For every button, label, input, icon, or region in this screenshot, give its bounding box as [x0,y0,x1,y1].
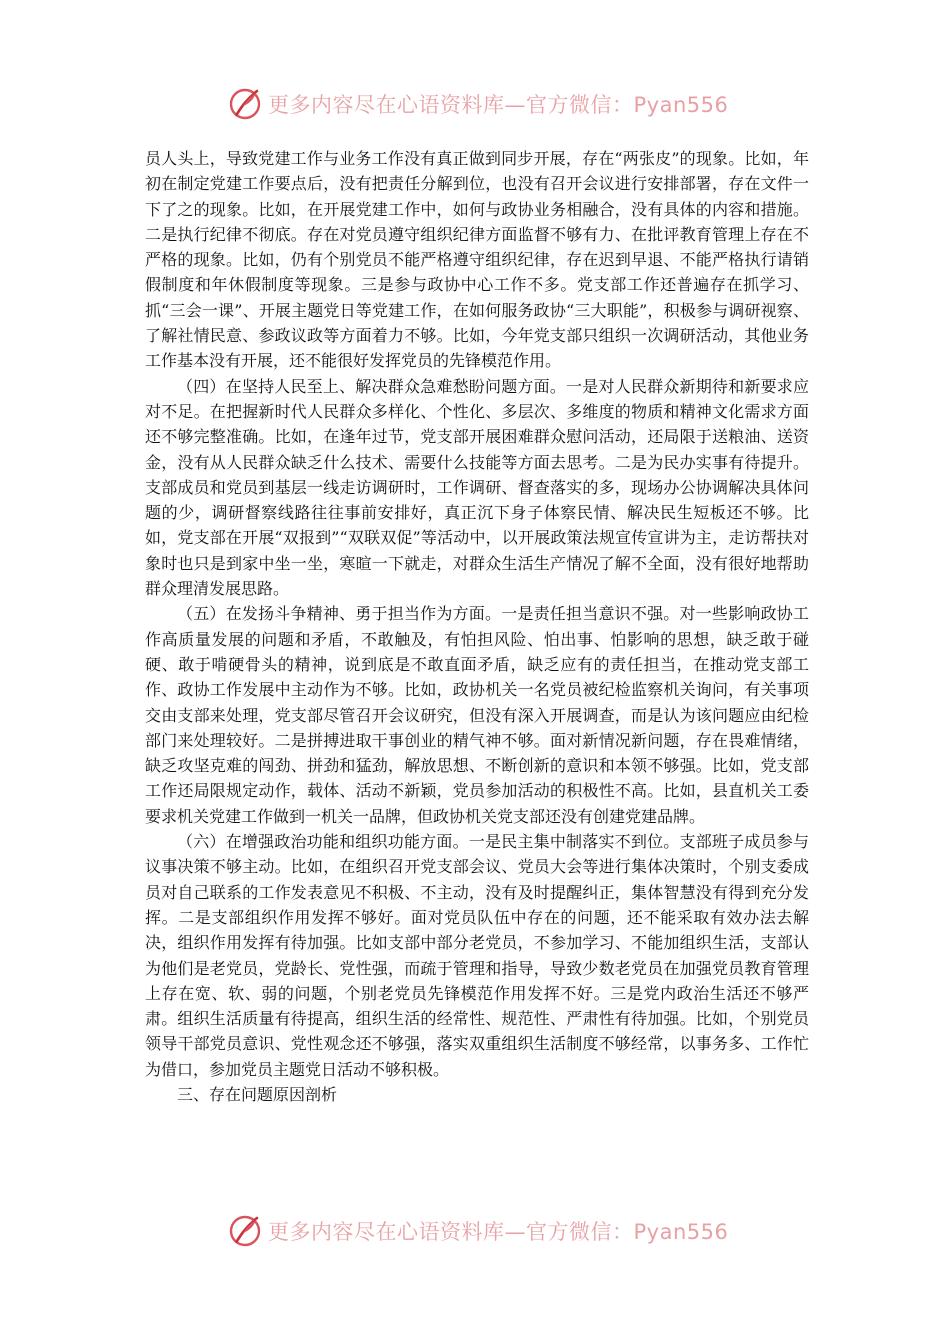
body-paragraph-continuation: 员人头上，导致党建工作与业务工作没有真正做到同步开展，存在“两张皮”的现象。比如，年初在制定党建工作要点后，没有把责任分解到位，也没有召开会议进行安排部署，存在文件一下了之的现象。比如，在开展党建工作中，如何与政协业务相融合，没有具体的内容和措施。二是执行纪律不彻底。存在对党员遵守组织纪律方面监督不够有力、在批评教育管理上存在不严格的现象。比如，仍有个别党员不能严格遵守组织纪律，存在迟到早退、不能严格执行请销假制度和年休假制度等现象。三是参与政协中心工作不多。党支部工作还普遍存在抓学习、抓“三会一课”、开展主题党日等党建工作，在如何服务政协“三大职能”，积极参与调研视察、了解社情民意、参政议政等方面着力不够。比如，今年党支部只组织一次调研活动，其他业务工作基本没有开展，还不能很好发挥党员的先锋模范作用。 [145,149,809,371]
document-body [145,146,809,1107]
body-paragraph-section-5: （五）在发扬斗争精神、勇于担当作为方面。一是责任担当意识不强。对一些影响政协工作高质量发展的问题和矛盾，不敢触及，有怕担风险、怕出事、怕影响的思想，缺乏敢于碰硬、敢于啃硬骨头的精神，说到底是不敢直面矛盾，缺乏应有的责任担当，在推动党支部工作、政协工作发展中主动作为不够。比如，政协机关一名党员被纪检监察机关询问，有关事项交由支部来处理，党支部尽管召开会议研究，但没有深入开展调查，而是认为该问题应由纪检部门来处理较好。二是拼搏进取干事创业的精气神不够。面对新情况新问题，存在畏难情绪，缺乏攻坚克难的闯劲、拼劲和猛劲，解放思想、不断创新的意识和本领不够强。比如，党支部工作还局限规定动作，载体、活动不新颖，党员参加活动的积极性不高。比如，县直机关工委要求机关党建工作做到一机关一品牌，但政协机关党支部还没有创建党建品牌。 [145,604,809,826]
body-paragraph-section-4: （四）在坚持人民至上、解决群众急难愁盼问题方面。一是对人民群众新期待和新要求应对不足。在把握新时代人民群众多样化、个性化、多层次、多维度的物质和精神文化需求方面还不够完整准确。比如，在逢年过节，党支部开展困难群众慰问活动，还局限于送粮油、送资金，没有从人民群众缺乏什么技术、需要什么技能等方面去思考。二是为民办实事有待提升。支部成员和党员到基层一线走访调研时，工作调研、督查落实的多，现场办公协调解决具体问题的少，调研督察线路往往事前安排好，真正沉下身子体察民情、解决民生短板还不够。比如，党支部在开展“双报到”“双联双促”等活动中，以开展政策法规宣传宣讲为主，走访帮扶对象时也只是到家中坐一坐，寒暄一下就走，对群众生活生产情况了解不全面，没有很好地帮助群众理清发展思路。 [145,376,809,599]
watermark-text: 更多内容尽在心语资料库—官方微信：Pyan556 [268,1220,729,1244]
feather-pen-logo-icon [228,87,262,121]
watermark-text: 更多内容尽在心语资料库—官方微信：Pyan556 [268,93,729,117]
header-watermark-banner [228,84,748,124]
body-paragraph-section-6: （六）在增强政治功能和组织功能方面。一是民主集中制落实不到位。支部班子成员参与议事决策不够主动。比如，在组织召开党支部会议、党员大会等进行集体决策时，个别支委成员对自己联系的工作发表意见不积极、不主动，没有及时提醒纠正，集体智慧没有得到充分发挥。二是支部组织作用发挥不够好。面对党员队伍中存在的问题，还不能采取有效办法去解决，组织作用发挥有待加强。比如支部中部分老党员，不参加学习、不能加组织生活，支部认为他们是老党员，党龄长、党性强，而疏于管理和指导，导致少数老党员在加强党员教育管理上存在宽、软、弱的问题，个别老党员先锋模范作用发挥不好。三是党内政治生活还不够严肃。组织生活质量有待提高，组织生活的经常性、规范性、严肃性有待加强。比如，个别党员领导干部党员意识、党性观念还不够强，落实双重组织生活制度不够经常，以事务多、工作忙为借口，参加党员主题党日活动不够积极。 [145,832,809,1079]
section-heading: 三、存在问题原因剖析 [177,1084,338,1104]
footer-watermark-banner [228,1211,748,1251]
feather-pen-logo-icon [228,1214,262,1248]
